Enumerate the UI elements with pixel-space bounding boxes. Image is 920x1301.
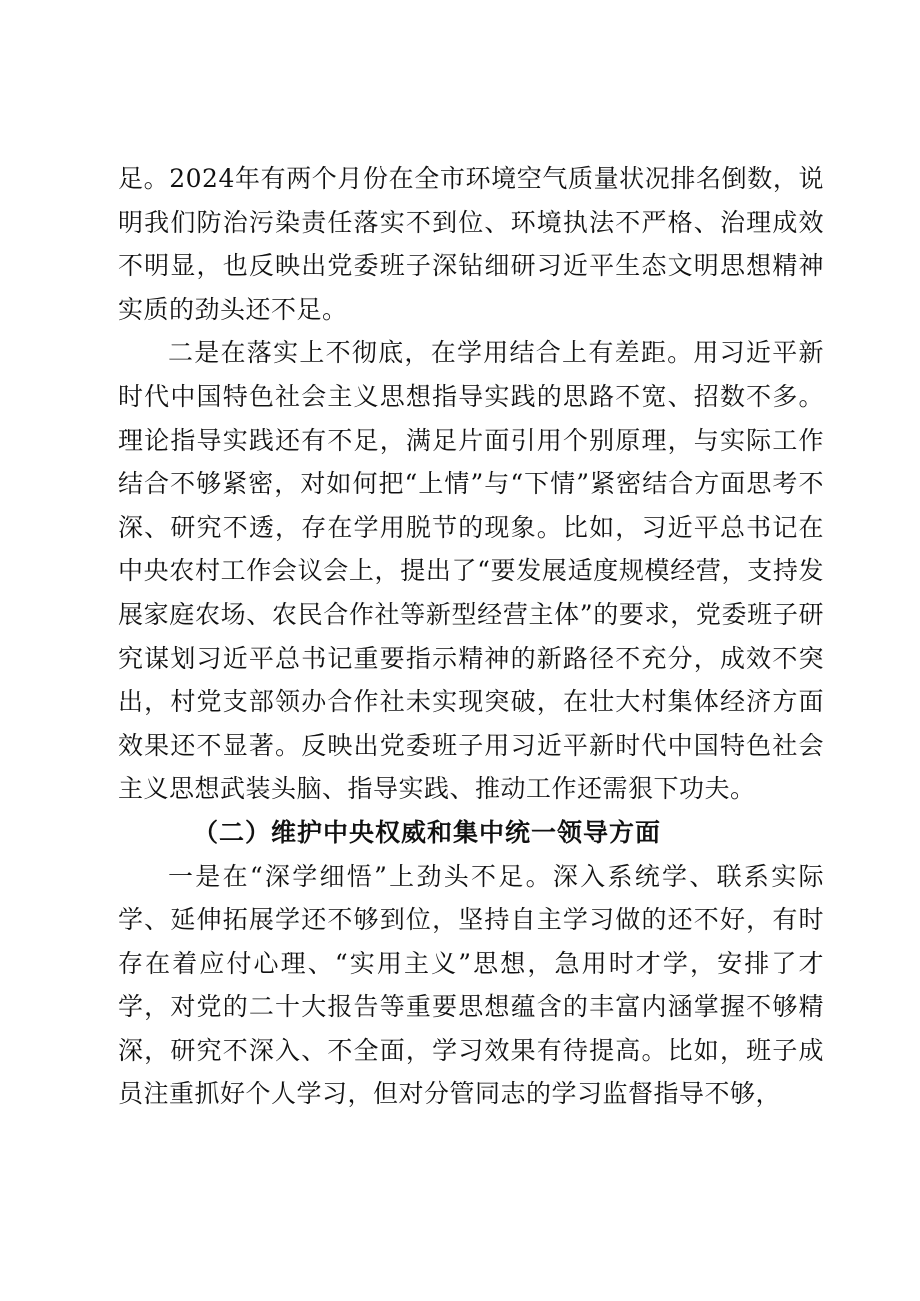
paragraph-first-point: 一是在“深学细悟”上劲头不足。深入系统学、联系实际学、延伸拓展学还不够到位，坚持自主学习做的还不好，有时存在着应付心理、“实用主义”思想，急用时才学，安排了才学，对党的二十大报告等重要思想蕴含的丰富内涵掌握不够精深，研究不深入、不全面，学习效果有待提高。比如，班子成员注重抓好个人学习，但对分管同志的学习监督指导不够， bbox=[118, 861, 824, 1109]
section-heading: （二）维护中央权威和集中统一领导方面 bbox=[193, 817, 662, 847]
paragraph-second-point: 二是在落实上不彻底，在学用结合上有差距。用习近平新时代中国特色社会主义思想指导实践的思路不宽、招数不多。理论指导实践还有不足，满足片面引用个别原理，与实际工作结合不够紧密，对如何把“上情”与“下情”紧密结合方面思考不深、研究不透，存在学用脱节的现象。比如，习近平总书记在中央农村工作会议会上，提出了“要发展适度规模经营，支持发展家庭农场、农民合作社等新型经营主体”的要求，党委班子研究谋划习近平总书记重要指示精神的新路径不充分，成效不突出，村党支部领办合作社未实现突破，在壮大村集体经济方面效果还不显著。反映出党委班子用习近平新时代中国特色社会主义思想武装头脑、指导实践、推动工作还需狠下功夫。 bbox=[118, 338, 824, 804]
paragraph-continuation: 足。2024年有两个月份在全市环境空气质量状况排名倒数，说明我们防治污染责任落实不到位、环境执法不严格、治理成效不明显，也反映出党委班子深钻细研习近平生态文明思想精神实质的劲头还不足。 bbox=[118, 164, 824, 324]
document-body bbox=[118, 157, 824, 1116]
